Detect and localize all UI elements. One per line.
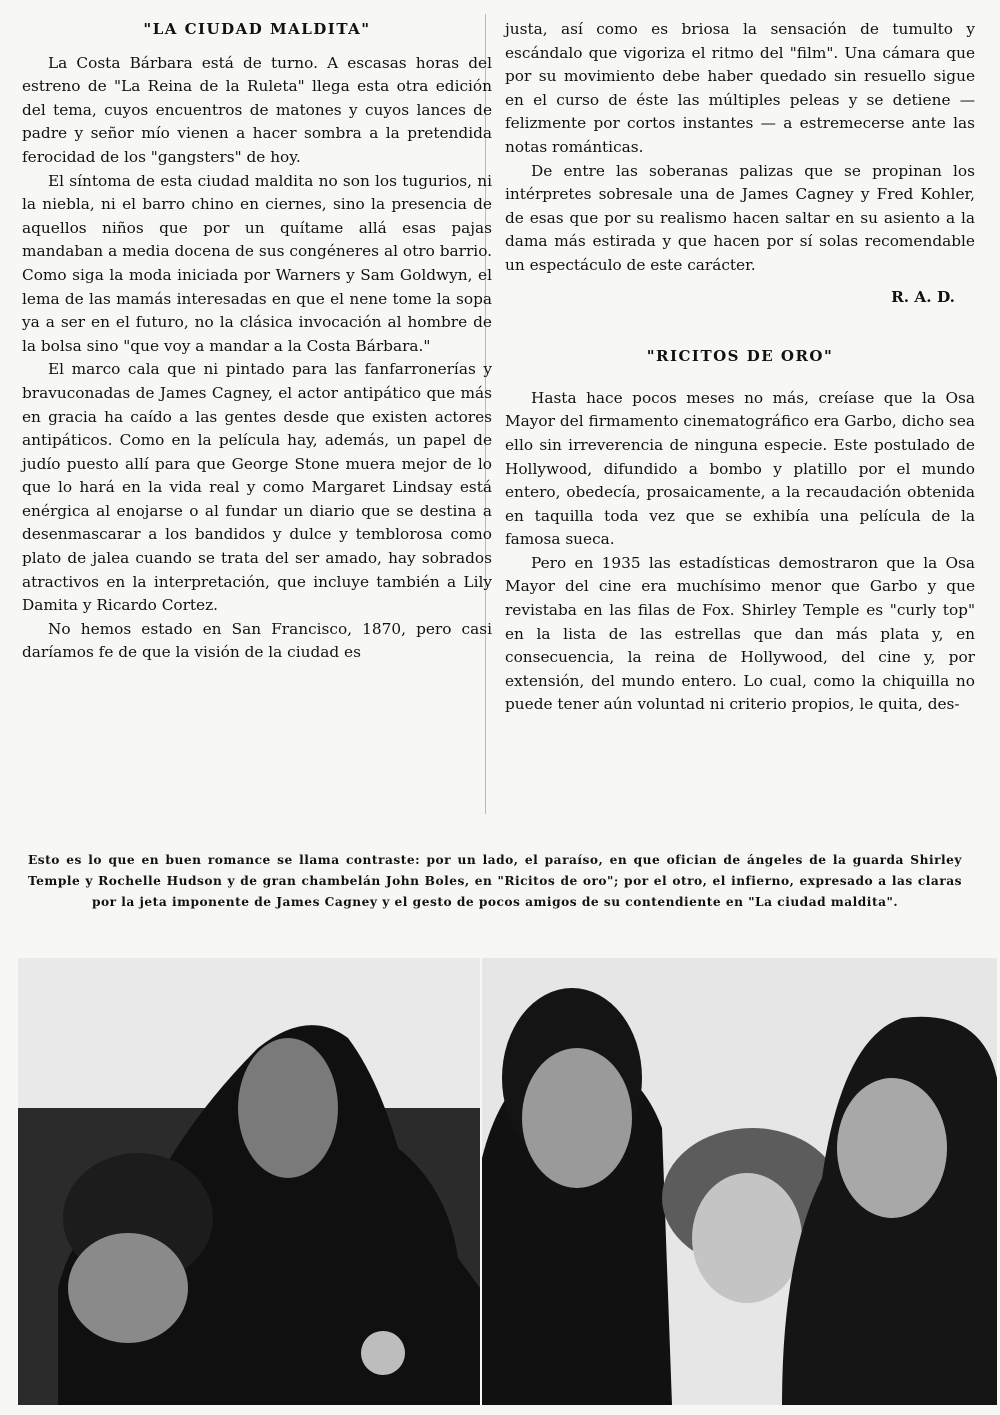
article-paragraph: Pero en 1935 las estadísticas demostraron que la Osa Mayor del cine era muchísimo menor que Garbo y que revistaba en las filas de Fox. Shirley Temple es "curly top" en la lista de las estrellas que dan más plata y, en consecuencia, la reina de Hollywood, del cine y, por extensión, del mundo entero. Lo cual, como la chiquilla no puede tener aún voluntad ni criterio propios, le quita, des- (505, 553, 975, 714)
right-column (505, 18, 975, 717)
article-paragraph: Hasta hace pocos meses no más, creíase que la Osa Mayor del firmamento cinematográfico era Garbo, dicho sea ello sin irreverencia de ninguna especie. Este postulado de Hollywood, difundido a bombo y platillo por el mundo entero, obedecía, prosaicamente, a la recaudación obtenida en taquilla toda vez que se exhibía una película de la famosa sueca. (505, 388, 975, 549)
photo-cagney-scene (18, 958, 480, 1405)
article-paragraph: El marco cala que ni pintado para las fanfarronerías y bravuconadas de James Cagney, el actor antipático que más en gracia ha caído a las gentes desde que existen actores antipáticos. Como en la película hay, además, un papel de judío puesto allí para que George Stone muera mejor de lo que lo hará en la vida real y como Margaret Lindsay está enérgica al enojarse o al fundar un diario que se destina a desenmascarar a los bandidos y dulce y temblorosa como plato de jalea cuando se trata del ser amado, hay sobrados atractivos en la interpretación, que incluye también a Lily Damita y Ricardo Cortez. (22, 360, 492, 615)
article-signature: R. A. D. (891, 287, 955, 306)
article-title-ciudad-maldita: "LA CIUDAD MALDITA" (143, 20, 371, 38)
article-title-ricitos-de-oro: "RICITOS DE ORO" (646, 347, 834, 366)
article-paragraph: La Costa Bárbara está de turno. A escasas horas del estreno de "La Reina de la Ruleta" llega esta otra edición del tema, cuyos encuentros de matones y cuyos lances de padre y señor mío vienen a hacer sombra a la pretendida ferocidad de los "gangsters" de hoy. (22, 53, 492, 166)
article-paragraph: De entre las soberanas palizas que se propinan los intérpretes sobresale una de James Cagney y Fred Kohler, de esas que por su realismo hacen saltar en su asiento a la dama más estirada y que hacen por sí solas recomendable un espectáculo de este carácter. (505, 161, 975, 274)
photo-ricitos-de-oro (482, 958, 997, 1405)
article-paragraph: El síntoma de esta ciudad maldita no son los tugurios, ni la niebla, ni el barro chino en ciernes, sino la presencia de aquellos niños que por un quítame allá esas pajas mandaban a media docena de sus congéneres al otro barrio. Como siga la moda iniciada por Warners y Sam Goldwyn, el lema de las mamás interesadas en que el nene tome la sopa ya a ser en el futuro, no la clásica invocación al hombre de la bolsa sino "que voy a mandar a la Costa Bárbara." (22, 171, 492, 355)
article-paragraph: No hemos estado en San Francisco, 1870, pero casi daríamos fe de que la visión de la ciudad es (22, 619, 492, 662)
left-column (22, 18, 492, 665)
article-paragraph: justa, así como es briosa la sensación de tumulto y escándalo que vigoriza el ritmo del "film". Una cámara que por su movimiento debe haber quedado sin resuello sigue en el curso de éste las múltiples peleas y se detiene — felizmente por cortos instantes — a estremecerse ante las notas románticas. (505, 20, 975, 156)
photo-caption: Esto es lo que en buen romance se llama contraste: por un lado, el paraíso, en que ofician de ángeles de la guarda Shirley Temple y Rochelle Hudson y de gran chambelán John Boles, en "Ricitos de oro"; por el otro, el infierno, expresado a las claras por la jeta imponente de James Cagney y el gesto de pocos amigos de su contendiente en "La ciudad maldita". (28, 853, 962, 909)
